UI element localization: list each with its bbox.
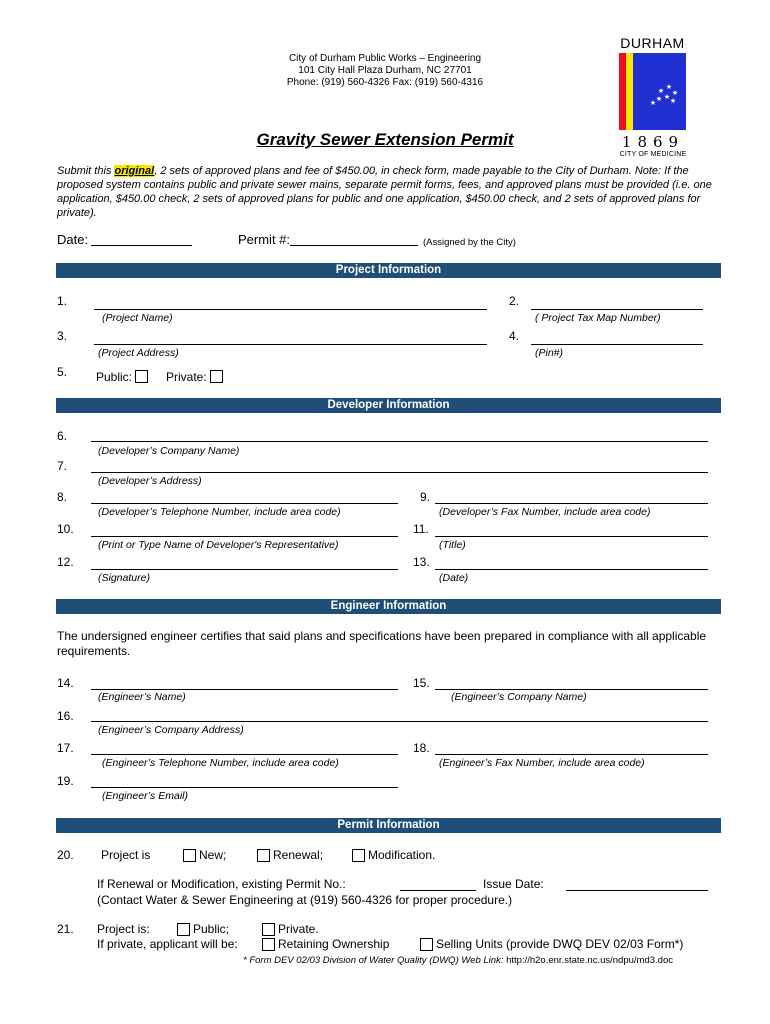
instructions-highlight: original bbox=[114, 165, 155, 177]
developer-signature-field[interactable] bbox=[91, 569, 398, 570]
project-address-field[interactable] bbox=[94, 344, 487, 345]
private-option bbox=[166, 370, 223, 384]
dwq-form-link[interactable]: http://h2o.enr.state.nc.us/ndpu/md3.doc bbox=[506, 955, 673, 966]
item-number-12: 12. bbox=[57, 555, 74, 569]
item-number-5: 5. bbox=[57, 365, 68, 379]
instructions-rest: , 2 sets of approved plans and fee of $450.00, in check form, made payable to the City of Durham. Note: If the proposed system contains public and private sewer mains, separate permit forms, fees, and approved plans must be provided (i.e. one application, $450.00 check, 2 sets of approved plans for public and one application, $450.00 check, and 2 sets of approved plans for private). bbox=[57, 165, 712, 219]
renewal-label: Renewal; bbox=[273, 848, 324, 862]
private-checkbox[interactable] bbox=[210, 370, 223, 383]
engineer-company-field[interactable] bbox=[435, 689, 708, 690]
developer-company-field[interactable] bbox=[91, 441, 708, 442]
project-pin-caption: (Pin#) bbox=[535, 347, 564, 359]
item-number-8: 8. bbox=[57, 490, 68, 504]
engineer-company-address-caption: (Engineer’s Company Address) bbox=[98, 724, 244, 736]
footnote-text: * Form DEV 02/03 Division of Water Quality (DWQ) Web Link: bbox=[243, 955, 504, 966]
page-title: Gravity Sewer Extension Permit bbox=[256, 130, 514, 149]
engineer-fax-caption: (Engineer’s Fax Number, include area code) bbox=[439, 757, 645, 769]
engineer-company-address-field[interactable] bbox=[91, 721, 708, 722]
developer-fax-caption: (Developer’s Fax Number, include area code) bbox=[439, 506, 651, 518]
flag-star-icon: ★ bbox=[657, 88, 665, 95]
selling-units-label: Selling Units (provide DWQ DEV 02/03 Form*) bbox=[436, 937, 684, 951]
permit-number-label: Permit #: bbox=[238, 232, 291, 247]
new-checkbox[interactable] bbox=[183, 849, 196, 862]
developer-representative-field[interactable] bbox=[91, 536, 398, 537]
item-number-18: 18. bbox=[413, 741, 430, 755]
developer-company-caption: (Developer’s Company Name) bbox=[98, 445, 240, 457]
developer-representative-caption: (Print or Type Name of Developer's Representative) bbox=[98, 539, 339, 551]
permit-number-field[interactable] bbox=[290, 245, 418, 246]
public-ownership-label: Public; bbox=[193, 922, 230, 936]
flag-star-icon: ★ bbox=[671, 90, 679, 97]
private-label: Private: bbox=[166, 370, 207, 384]
item-number-11: 11. bbox=[413, 522, 429, 536]
project-pin-field[interactable] bbox=[531, 344, 703, 345]
footnote bbox=[243, 955, 673, 966]
developer-information-header: Developer Information bbox=[56, 398, 721, 413]
developer-address-field[interactable] bbox=[91, 472, 708, 473]
item-number-3: 3. bbox=[57, 329, 68, 343]
item-number-7: 7. bbox=[57, 459, 68, 473]
modification-checkbox[interactable] bbox=[352, 849, 365, 862]
item-number-6: 6. bbox=[57, 429, 68, 443]
item-number-16: 16. bbox=[57, 709, 74, 723]
developer-date-field[interactable] bbox=[435, 569, 708, 570]
engineer-information-header: Engineer Information bbox=[56, 599, 721, 614]
project-address-caption: (Project Address) bbox=[98, 347, 179, 359]
item-number-9: 9. bbox=[420, 490, 431, 504]
item-number-19: 19. bbox=[57, 774, 74, 788]
private-ownership-checkbox[interactable] bbox=[262, 923, 275, 936]
public-label: Public: bbox=[96, 370, 133, 384]
durham-flag-logo bbox=[619, 53, 686, 130]
engineer-fax-field[interactable] bbox=[435, 754, 708, 755]
item-number-14: 14. bbox=[57, 676, 74, 690]
developer-title-field[interactable] bbox=[435, 536, 708, 537]
instructions-paragraph bbox=[57, 164, 717, 220]
existing-permit-label: If Renewal or Modification, existing Permit No.: bbox=[97, 877, 346, 891]
date-field[interactable] bbox=[91, 245, 192, 246]
item-number-21: 21. bbox=[57, 922, 74, 936]
engineer-company-caption: (Engineer’s Company Name) bbox=[451, 691, 587, 703]
developer-title-caption: (Title) bbox=[439, 539, 466, 551]
project-is-label: Project is bbox=[101, 848, 151, 862]
flag-star-icon: ★ bbox=[669, 98, 677, 105]
modification-label: Modification. bbox=[368, 848, 436, 862]
item-number-2: 2. bbox=[509, 294, 520, 308]
developer-phone-caption: (Developer’s Telephone Number, include area code) bbox=[98, 506, 341, 518]
project-name-field[interactable] bbox=[94, 309, 487, 310]
project-information-header: Project Information bbox=[56, 263, 721, 278]
private-ownership-label: Private. bbox=[278, 922, 319, 936]
developer-address-caption: (Developer’s Address) bbox=[98, 475, 202, 487]
developer-date-caption: (Date) bbox=[439, 572, 469, 584]
permit-information-header: Permit Information bbox=[56, 818, 721, 833]
engineer-phone-field[interactable] bbox=[91, 754, 398, 755]
issue-date-field[interactable] bbox=[566, 890, 708, 891]
instructions-start: Submit this bbox=[57, 165, 115, 177]
item-number-4: 4. bbox=[509, 329, 520, 343]
new-label: New; bbox=[199, 848, 227, 862]
item-number-20: 20. bbox=[57, 848, 74, 862]
existing-permit-number-field[interactable] bbox=[400, 890, 476, 891]
seal-motto: CITY OF MEDICINE bbox=[619, 151, 687, 158]
item-number-13: 13. bbox=[413, 555, 430, 569]
project-tax-map-caption: ( Project Tax Map Number) bbox=[535, 312, 661, 324]
item-number-1: 1. bbox=[57, 294, 68, 308]
item-number-15: 15. bbox=[413, 676, 430, 690]
developer-phone-field[interactable] bbox=[91, 503, 398, 504]
engineer-email-caption: (Engineer’s Email) bbox=[102, 790, 188, 802]
contact-note: (Contact Water & Sewer Engineering at (919) 560-4326 for proper procedure.) bbox=[97, 893, 513, 907]
date-label: Date: bbox=[57, 232, 89, 247]
permit-assigned-note: (Assigned by the City) bbox=[423, 237, 516, 248]
public-checkbox[interactable] bbox=[135, 370, 148, 383]
retaining-ownership-checkbox[interactable] bbox=[262, 938, 275, 951]
project-name-caption: (Project Name) bbox=[102, 312, 173, 324]
public-ownership-checkbox[interactable] bbox=[177, 923, 190, 936]
flag-star-icon: ★ bbox=[663, 94, 671, 101]
project-is-2-label: Project is: bbox=[97, 922, 150, 936]
flag-star-icon: ★ bbox=[649, 100, 657, 107]
header-department: City of Durham Public Works – Engineering bbox=[288, 53, 482, 64]
item-number-10: 10. bbox=[57, 522, 74, 536]
seal-year: 1869 bbox=[621, 133, 685, 151]
developer-signature-caption: (Signature) bbox=[98, 572, 150, 584]
engineer-name-field[interactable] bbox=[91, 689, 398, 690]
retaining-ownership-label: Retaining Ownership bbox=[278, 937, 390, 951]
item-number-17: 17. bbox=[57, 741, 74, 755]
project-tax-map-field[interactable] bbox=[531, 309, 703, 310]
renewal-checkbox[interactable] bbox=[257, 849, 270, 862]
header-phone-fax: Phone: (919) 560-4326 Fax: (919) 560-4316 bbox=[286, 77, 484, 88]
flag-star-icon: ★ bbox=[655, 96, 663, 103]
engineer-certification-statement: The undersigned engineer certifies that said plans and specifications have been prepared in compliance with all applicable requirements. bbox=[57, 629, 707, 658]
selling-units-checkbox[interactable] bbox=[420, 938, 433, 951]
engineer-phone-caption: (Engineer’s Telephone Number, include area code) bbox=[102, 757, 339, 769]
issue-date-label: Issue Date: bbox=[483, 877, 544, 891]
seal-city-name: DURHAM bbox=[620, 35, 685, 51]
if-private-label: If private, applicant will be: bbox=[97, 937, 238, 951]
flag-star-icon: ★ bbox=[665, 84, 673, 91]
public-option bbox=[96, 370, 148, 384]
engineer-email-field[interactable] bbox=[91, 787, 398, 788]
engineer-name-caption: (Engineer’s Name) bbox=[98, 691, 186, 703]
header-address: 101 City Hall Plaza Durham, NC 27701 bbox=[298, 65, 472, 76]
developer-fax-field[interactable] bbox=[435, 503, 708, 504]
